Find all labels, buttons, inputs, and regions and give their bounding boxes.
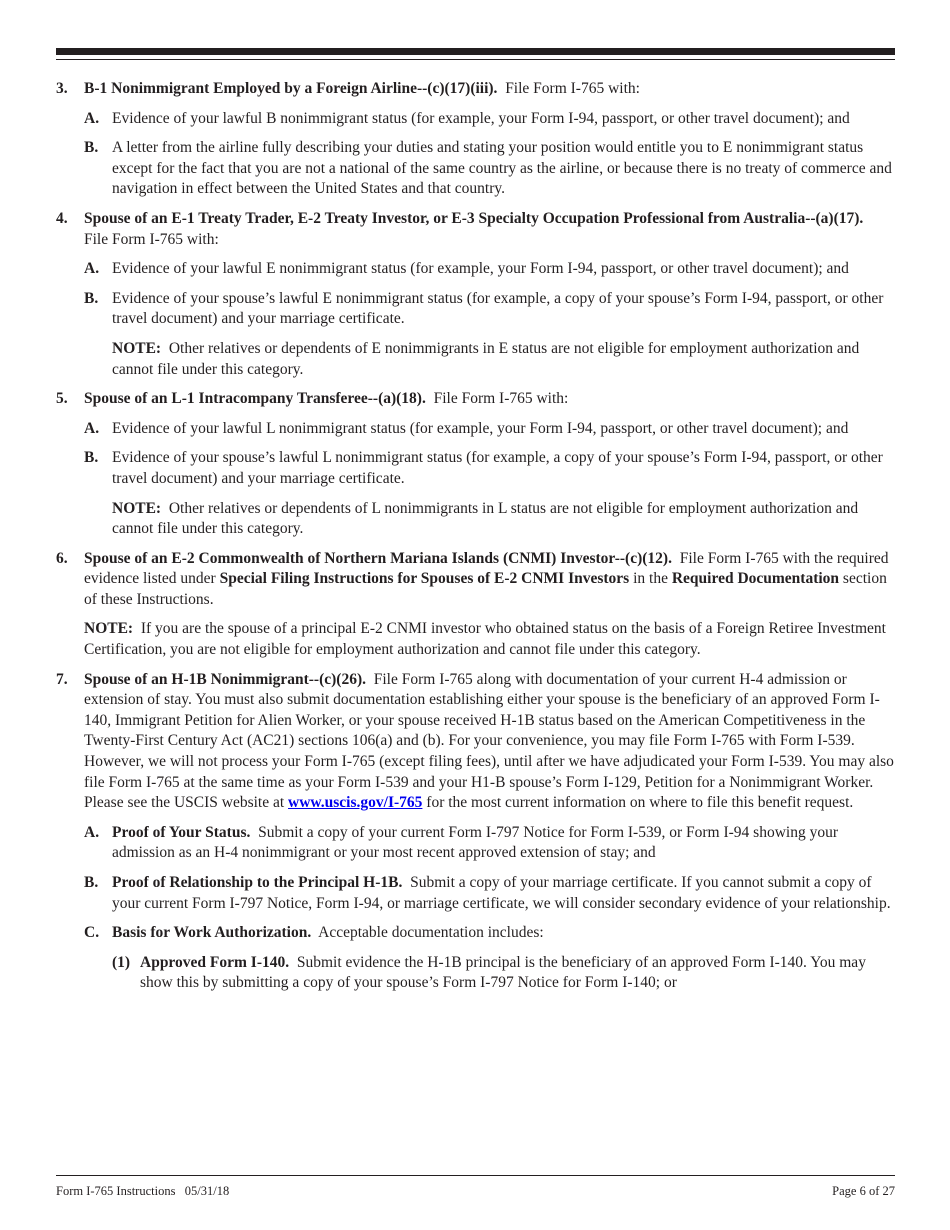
item-3 [56,79,895,200]
item-number: 5. [56,390,68,408]
item-text: in the [633,570,668,588]
note-label: NOTE: [84,620,134,638]
subitem-a [84,419,895,440]
note-text: Other relatives or dependents of L nonimmigrants in L status are not eligible for employment authorization and cannot file under this category. [112,499,859,538]
subitem-body: Submit a copy of your current Form I-797 Notice for Form I-539, or Form I-94 showing your admission as an H-4 nonimmigrant or your most recent approved extension of stay; and [112,823,838,862]
subitem-text: Evidence of your lawful E nonimmigrant status (for example, your Form I-94, passport, or other travel document); and [112,260,849,278]
subitem-c [84,923,895,994]
item-number: 3. [56,80,68,97]
subitem-b [84,448,895,539]
subitem-a [84,109,895,130]
subitem-letter: B. [84,289,99,307]
item-5 [56,389,895,540]
subitem-text: Evidence of your spouse’s lawful E nonimmigrant status (for example, a copy of your spouse’s Form I-94, passport, or other travel document) and your marriage certificate. [112,289,884,328]
item-text: File Form I-765 with the required evidence listed under [84,549,889,588]
item-number: 7. [56,670,68,688]
subitem-text: Evidence of your lawful B nonimmigrant status (for example, your Form I-94, passport, or other travel document); and [112,109,850,127]
item-title: B-1 Nonimmigrant Employed by a Foreign Airline--(c)(17)(iii). [84,80,498,97]
header-thin-rule [56,59,895,60]
note [112,339,895,380]
item-6 [56,549,895,661]
subitem-b [84,873,895,914]
item-heading [84,670,895,814]
subitem-a [84,259,895,280]
subitem-text: Evidence of your spouse’s lawful L nonimmigrant status (for example, a copy of your spouse’s Form I-94, passport, or other travel document) and your marriage certificate. [112,449,883,487]
header-thick-rule [56,48,895,55]
item-title: Spouse of an L-1 Intracompany Transferee--(a)(18). [84,390,426,408]
item-7 [56,670,895,994]
item-title: Spouse of an E-2 Commonwealth of Northern Mariana Islands (CNMI) Investor--(c)(12). [84,549,672,567]
item-text: for the most current information on where to file this benefit request. [426,794,854,812]
subitem-text [112,923,895,944]
item-text: File Form I-765 with: [433,390,569,408]
item-heading [84,389,895,410]
subitem-a [84,823,895,864]
subitem-letter: C. [84,924,100,942]
footer-page-number: Page 6 of 27 [832,1184,895,1198]
subitem-letter: A. [84,419,100,437]
subitem-title: Approved Form I-140. [140,953,290,971]
subitem-text: Evidence of your lawful L nonimmigrant status (for example, your Form I-94, passport, or other travel document); and [112,419,849,437]
item-4 [56,209,895,380]
item-text: section of these Instructions. [84,570,887,608]
footer-form-id: Form I-765 Instructions 05/31/18 [56,1184,230,1198]
subitem-text: A letter from the airline fully describing your duties and stating your position would entitle you to E nonimmigrant status except for the fact that you are not a national of the same country as the airline, or because there is no treaty of commerce and navigation in effect between the United States and that country. [112,139,892,198]
item-title: Spouse of an E-1 Treaty Trader, E-2 Treaty Investor, or E-3 Specialty Occupation Professional from Australia--(a)(17). [84,209,864,227]
instructions-body [56,79,895,1003]
note-label: NOTE: [112,499,162,517]
subitem-c-1 [112,953,895,994]
subitem-body: Acceptable documentation includes: [318,924,544,942]
item-heading [84,79,895,100]
subitem-title: Proof of Your Status. [112,823,251,841]
subitem-letter: A. [84,823,100,841]
item-text: File Form I-765 along with documentation of your current H-4 admission or extension of stay. You must also submit documentation establishing either your spouse is the beneficiary of an approved Form I-140, Immigrant Petition for Alien Worker, or your spouse received H-1B status based on the American Competitiveness in the Twenty-First Century Act (AC21) sections 106(a) and (b). For your convenience, you may file Form I-765 with Form I-539. However, we will not process your Form I-765 (except filing fees), until after we have adjudicated your Form I-539. You may also file Form I-765 at the same time as your Form I-539 and your H1-B spouse’s Form I-129, Petition for a Nonimmigrant Worker. Please see the USCIS website at [84,670,894,812]
item-bold-ref: Required Documentation [671,570,840,588]
item-text: File Form I-765 with: [84,230,219,248]
subitem-letter: A. [84,109,100,127]
subitem-letter: A. [84,260,100,278]
subitem-b [84,138,895,200]
subitem-letter: B. [84,139,99,157]
subitem-text [140,953,895,994]
note-text: Other relatives or dependents of E nonimmigrants in E status are not eligible for employment authorization and cannot file under this category. [112,339,860,378]
subitem-body: Submit a copy of your marriage certificate. If you cannot submit a copy of your current Form I-797 Notice, Form I-94, or marriage certificate, we will consider secondary evidence of your relationship. [112,874,891,912]
subitem-letter: B. [84,874,99,891]
subitem-title: Basis for Work Authorization. [112,924,312,942]
subitem-b [84,289,895,380]
item-number: 6. [56,549,68,567]
note-label: NOTE: [112,339,162,357]
subitem-title: Proof of Relationship to the Principal H-1B. [112,874,403,891]
subitem-text [112,873,895,914]
item-title: Spouse of an H-1B Nonimmigrant--(c)(26). [84,670,366,688]
item-heading [84,549,895,611]
subitem-number: (1) [112,953,131,971]
footer-rule [56,1175,895,1176]
note [84,619,895,660]
item-heading [84,209,895,250]
item-bold-ref: Special Filing Instructions for Spouses of E-2 CNMI Investors [219,570,630,588]
uscis-link[interactable]: www.uscis.gov/I-765 [288,794,423,812]
item-text: File Form I-765 with: [505,80,640,97]
note-text: If you are the spouse of a principal E-2 CNMI investor who obtained status on the basis of a Foreign Retiree Investment Certification, you are not eligible for employment authorization and cannot file under this category. [84,620,886,659]
item-number: 4. [56,209,68,227]
subitem-text [112,823,895,864]
note [112,499,895,540]
subitem-body: Submit evidence the H-1B principal is the beneficiary of an approved Form I-140. You may show this by submitting a copy of your spouse’s Form I-797 Notice for Form I-140; or [140,953,866,992]
subitem-letter: B. [84,449,99,467]
